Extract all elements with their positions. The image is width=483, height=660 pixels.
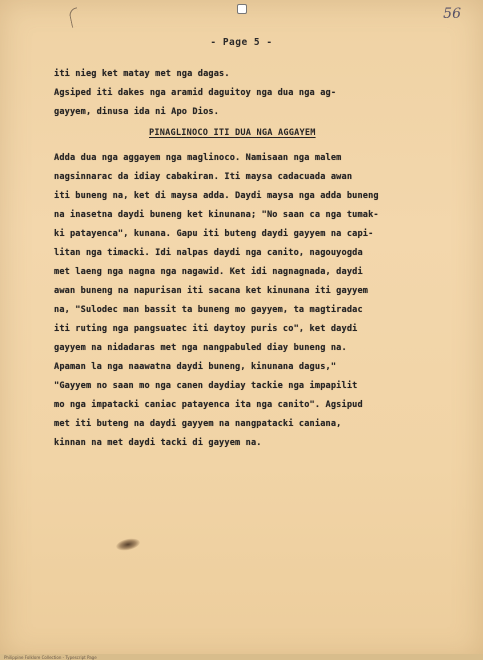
text-line: Agsiped iti dakes nga aramid daguitoy nga dua nga ag-	[54, 88, 337, 98]
text-line: awan buneng na napurisan iti sacana ket kinunana iti gayyem	[54, 286, 369, 296]
text-line: litan nga timacki. Idi nalpas daydi nga canito, nagouyogda	[54, 248, 363, 258]
text-line: ki patayencа", kunana. Gapu iti buteng daydi gayyem na capi-	[54, 229, 374, 239]
text-line: met laeng nga nagna nga nagawid. Ket idi nagnagnada, daydi	[54, 267, 363, 277]
text-line: nagsinnarac da idiay cabakiran. Iti maysa cadacuada awan	[54, 172, 353, 182]
pencil-mark	[68, 7, 81, 27]
ink-smudge	[115, 537, 141, 553]
text-line: iti ruting nga pangsuatec iti daytoy puris co", ket daydi	[54, 324, 358, 334]
text-line: "Gayyem no saan mo nga canen daydiay tackie nga impapilit	[54, 381, 358, 391]
section-title: PINAGLINOCO ITI DUA NGA AGGAYEM	[149, 128, 316, 138]
text-line: met iti buteng na daydi gayyem na nangpatacki caniana,	[54, 419, 342, 429]
text-line: na inasetna daydi buneng ket kinunana; "No saan ca nga tumak-	[54, 210, 379, 220]
text-line: mo nga impatacki caniac patayenca ita nga canito". Agsipud	[54, 400, 363, 410]
text-line: iti nieg ket matay met nga dagas.	[54, 69, 230, 79]
page-marker-icon[interactable]	[237, 4, 247, 14]
text-line: gayyem, dinusa ida ni Apo Dios.	[54, 107, 220, 117]
text-line: na, "Sulodec man bassit ta buneng mo gayyem, ta magtiradac	[54, 305, 363, 315]
page-header: - Page 5 -	[210, 37, 273, 48]
text-line: kinnan na met daydi tacki di gayyem na.	[54, 438, 262, 448]
text-line: gayyem na nidadaras met nga nangpabuled diay buneng na.	[54, 343, 347, 353]
text-line: iti buneng na, ket di maysa adda. Daydi maysa nga adda buneng	[54, 191, 379, 201]
text-line: Apaman la nga naawatna daydi buneng, kinunana dagus,"	[54, 362, 337, 372]
folio-number: 56	[443, 6, 461, 22]
footer-caption: Philippine Folklore Collection - Typescript Page	[4, 655, 97, 660]
text-line: Adda dua nga aggayem nga maglinoco. Namisaan nga malem	[54, 153, 342, 163]
